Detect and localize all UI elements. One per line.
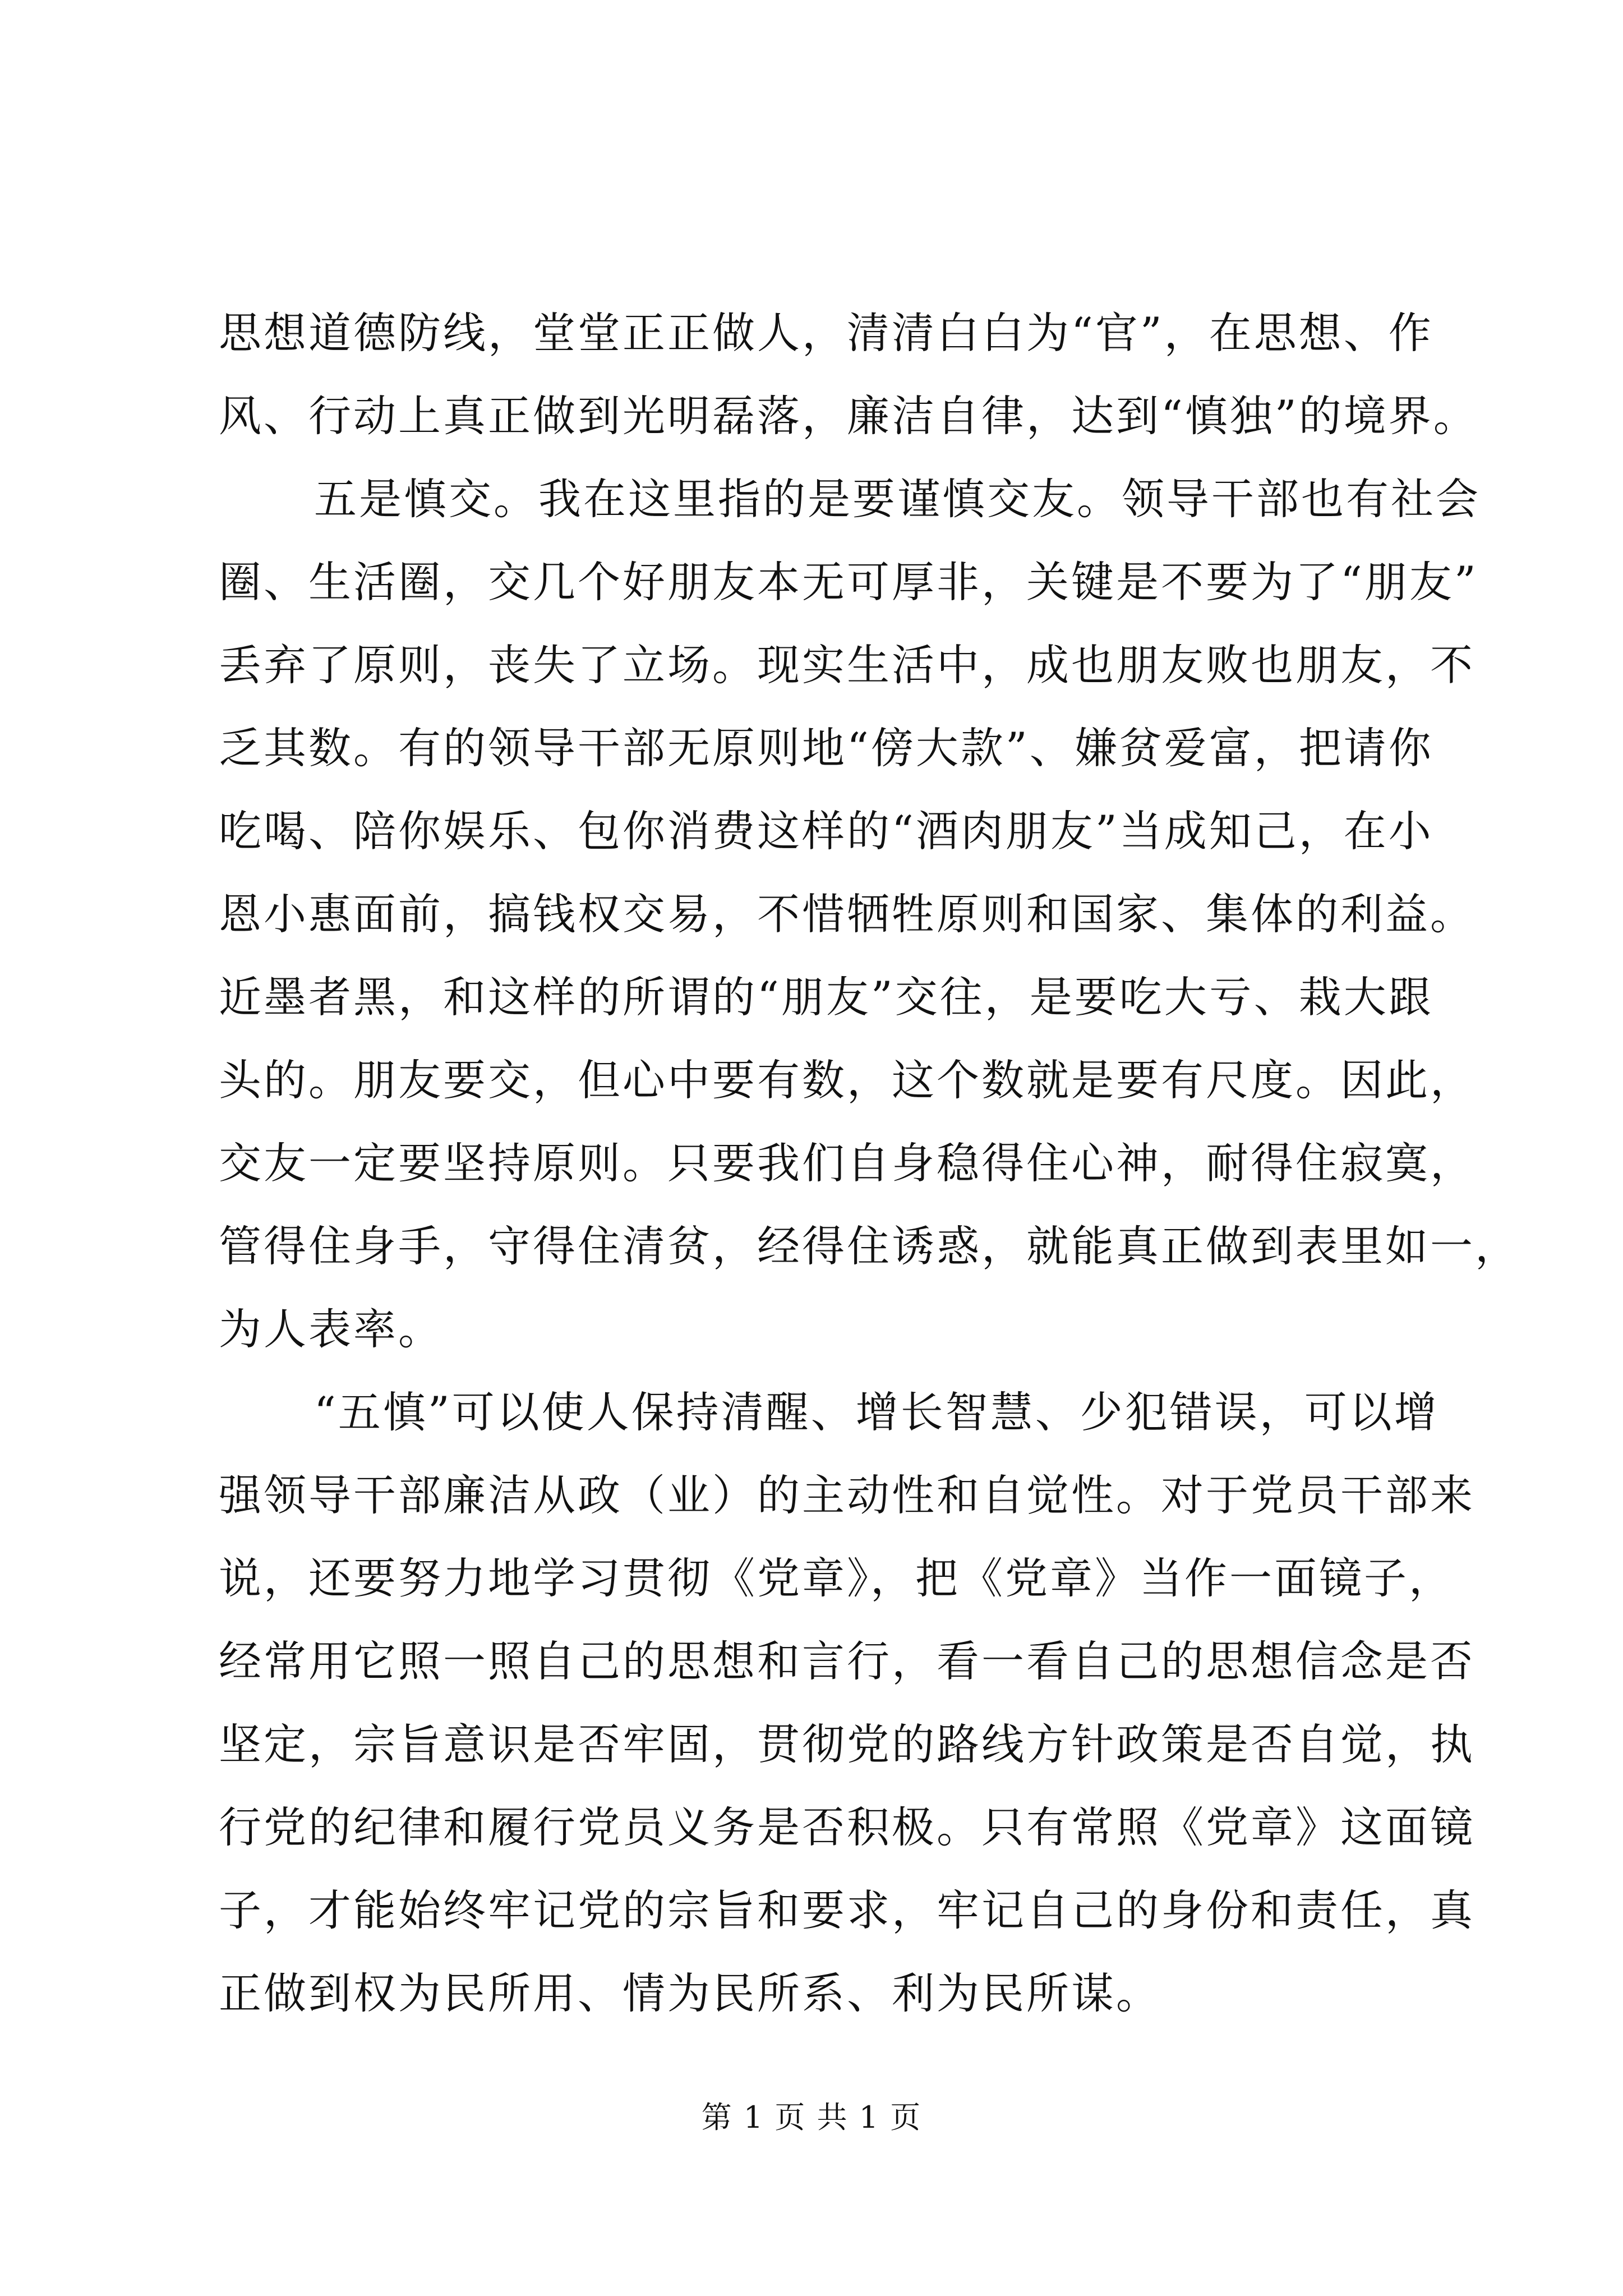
text-line: 五是慎交。我在这里指的是要谨慎交友。领导干部也有社会 [314, 474, 1481, 524]
text-line: 思想道德防线，堂堂正正做人，清清白白为“官”，在思想、作 [219, 308, 1433, 358]
text-line: 子，才能始终牢记党的宗旨和要求，牢记自己的身份和责任，真 [219, 1885, 1475, 1935]
page-footer: 第 1 页 共 1 页 [701, 2100, 922, 2135]
text-line: 圈、生活圈，交几个好朋友本无可厚非，关键是不要为了“朋友” [219, 557, 1478, 607]
text-line: 强领导干部廉洁从政（业）的主动性和自觉性。对于党员干部来 [219, 1470, 1475, 1520]
text-line: 恩小惠面前，搞钱权交易，不惜牺牲原则和国家、集体的利益。 [219, 889, 1475, 939]
text-line: 行党的纪律和履行党员义务是否积极。只有常照《党章》这面镜 [219, 1802, 1475, 1852]
text-line: 坚定，宗旨意识是否牢固，贯彻党的路线方针政策是否自觉，执 [219, 1719, 1475, 1769]
text-line: 丢弃了原则，丧失了立场。现实生活中，成也朋友败也朋友，不 [219, 640, 1475, 690]
text-line: 乏其数。有的领导干部无原则地“傍大款”、嫌贫爱富，把请你 [219, 723, 1433, 773]
text-line: 风、行动上真正做到光明磊落，廉洁自律，达到“慎独”的境界。 [219, 391, 1478, 441]
text-line: 头的。朋友要交，但心中要有数，这个数就是要有尺度。因此， [219, 1055, 1475, 1105]
text-line: 经常用它照一照自己的思想和言行，看一看自己的思想信念是否 [219, 1636, 1475, 1686]
text-line: 为人表率。 [219, 1304, 443, 1354]
text-line: 管得住身手，守得住清贫，经得住诱惑，就能真正做到表里如一， [219, 1221, 1520, 1271]
text-line: “五慎”可以使人保持清醒、增长智慧、少犯错误，可以增 [314, 1387, 1439, 1437]
text-line: 说，还要努力地学习贯彻《党章》，把《党章》当作一面镜子， [219, 1553, 1454, 1603]
text-line: 交友一定要坚持原则。只要我们自身稳得住心神，耐得住寂寞， [219, 1138, 1475, 1188]
text-line: 吃喝、陪你娱乐、包你消费这样的“酒肉朋友”当成知己，在小 [219, 806, 1433, 856]
document-body [219, 292, 1520, 2035]
text-line: 正做到权为民所用、情为民所系、利为民所谋。 [219, 1968, 1161, 2018]
text-line: 近墨者黑，和这样的所谓的“朋友”交往，是要吃大亏、栽大跟 [219, 972, 1433, 1022]
